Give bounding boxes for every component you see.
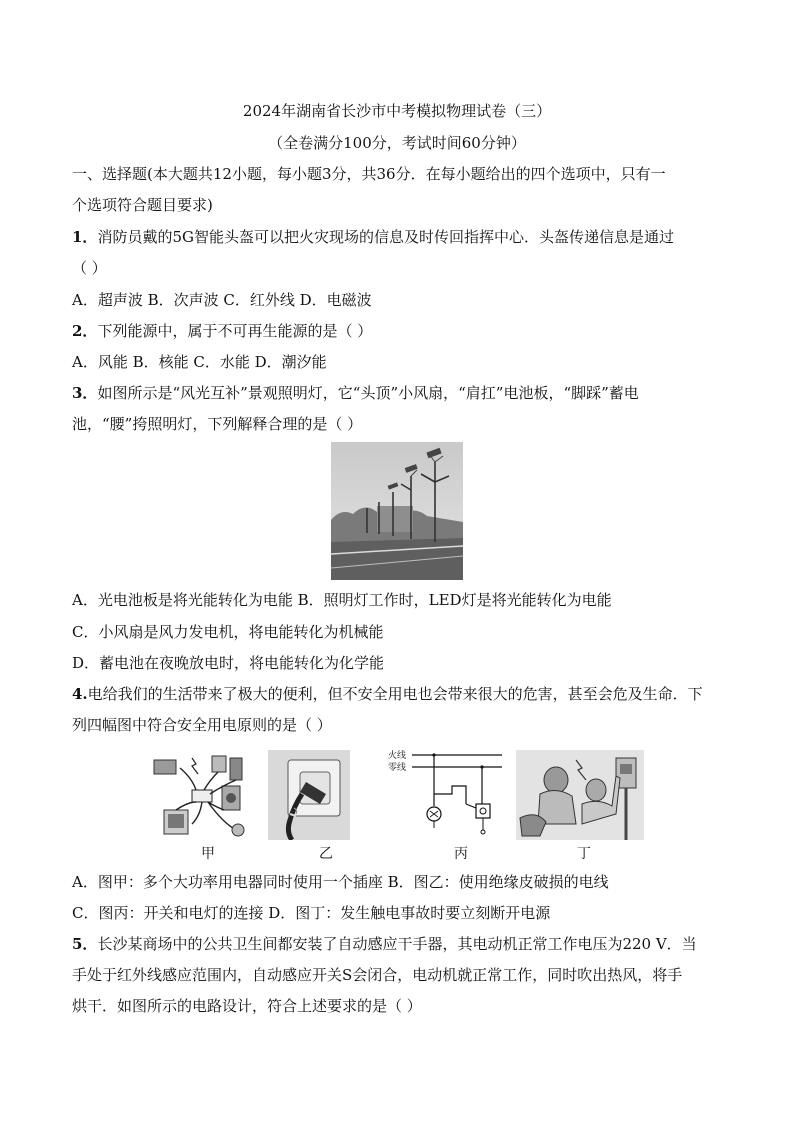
question-4-number: 4. xyxy=(72,685,88,703)
question-1-text: 消防员戴的5G智能头盔可以把火灾现场的信息及时传回指挥中心．头盔传递信息是通过 xyxy=(97,228,674,246)
question-5-stem-line3: 烘干．如图所示的电路设计，符合上述要求的是（ ） xyxy=(72,997,422,1015)
question-1-stem-line2: （ ） xyxy=(72,259,107,277)
question-1-stem-line1 xyxy=(72,227,674,247)
question-4-text: 电给我们的生活带来了极大的便利，但不安全用电也会带来很大的危害，甚至会危及生命．下 xyxy=(87,685,703,703)
question-2-options: A．风能 B．核能 C．水能 D．潮汐能 xyxy=(72,353,327,371)
question-3-number: 3． xyxy=(72,384,98,402)
street-light-photo xyxy=(331,442,463,580)
question-4-stem-line1 xyxy=(72,684,703,704)
wire-label-zero: 零线 xyxy=(388,763,407,773)
question-5-text: 长沙某商场中的公共卫生间都安装了自动感应干手器，其电动机正常工作电压为220 V．当 xyxy=(97,935,697,953)
question-1-options: A．超声波 B．次声波 C．红外线 D．电磁波 xyxy=(72,291,372,309)
caption-yi: 乙 xyxy=(319,846,333,862)
question-5-stem-line2: 手处于红外线感应范围内，自动感应开关S会闭合，电动机就正常工作，同时吹出热风，将手 xyxy=(72,966,683,984)
question-5-stem-line1 xyxy=(72,934,697,954)
exam-subtitle: （全卷满分100分，考试时间60分钟） xyxy=(268,134,526,152)
caption-jia: 甲 xyxy=(201,846,215,862)
question-3-stem-line2: 池，“腰”挎照明灯，下列解释合理的是（ ） xyxy=(72,415,363,433)
figure-jia-overloaded-socket xyxy=(152,750,258,840)
question-2-text: 下列能源中，属于不可再生能源的是（ ） xyxy=(97,322,373,340)
question-2-number: 2． xyxy=(72,322,98,340)
question-1-number: 1． xyxy=(72,228,98,246)
figure-ding-cut-power xyxy=(516,750,644,840)
wire-label-fire: 火线 xyxy=(388,751,407,761)
question-3-options-a-b: A．光电池板是将光能转化为电能 B．照明灯工作时，LED灯是将光能转化为电能 xyxy=(72,591,612,609)
question-4-stem-line2: 列四幅图中符合安全用电原则的是（ ） xyxy=(72,716,332,734)
question-3-text: 如图所示是“风光互补”景观照明灯，它“头顶”小风扇，“肩扛”电池板，“脚踩”蓄电 xyxy=(97,384,639,402)
question-4-options-a-b: A．图甲：多个大功率用电器同时使用一个插座 B．图乙：使用绝缘皮破损的电线 xyxy=(72,873,609,891)
figure-yi-damaged-wire xyxy=(268,750,350,840)
section-heading-line2: 个选项符合题目要求) xyxy=(72,196,213,214)
question-4-options-c-d: C．图丙：开关和电灯的连接 D．图丁：发生触电事故时要立刻断开电源 xyxy=(72,904,551,922)
question-5-number: 5． xyxy=(72,935,98,953)
caption-ding: 丁 xyxy=(577,846,591,862)
exam-title: 2024年湖南省长沙市中考模拟物理试卷（三） xyxy=(242,102,552,120)
question-3-stem-line1 xyxy=(72,383,639,403)
figure-bing-lamp-switch-circuit xyxy=(386,748,504,840)
question-3-option-d: D．蓄电池在夜晚放电时，将电能转化为化学能 xyxy=(72,654,385,672)
question-2-stem xyxy=(72,321,372,341)
question-3-option-c: C．小风扇是风力发电机，将电能转化为机械能 xyxy=(72,623,384,641)
section-heading-line1: 一、选择题(本大题共12小题，每小题3分，共36分．在每小题给出的四个选项中，只有一 xyxy=(72,165,666,183)
caption-bing: 丙 xyxy=(454,846,468,862)
